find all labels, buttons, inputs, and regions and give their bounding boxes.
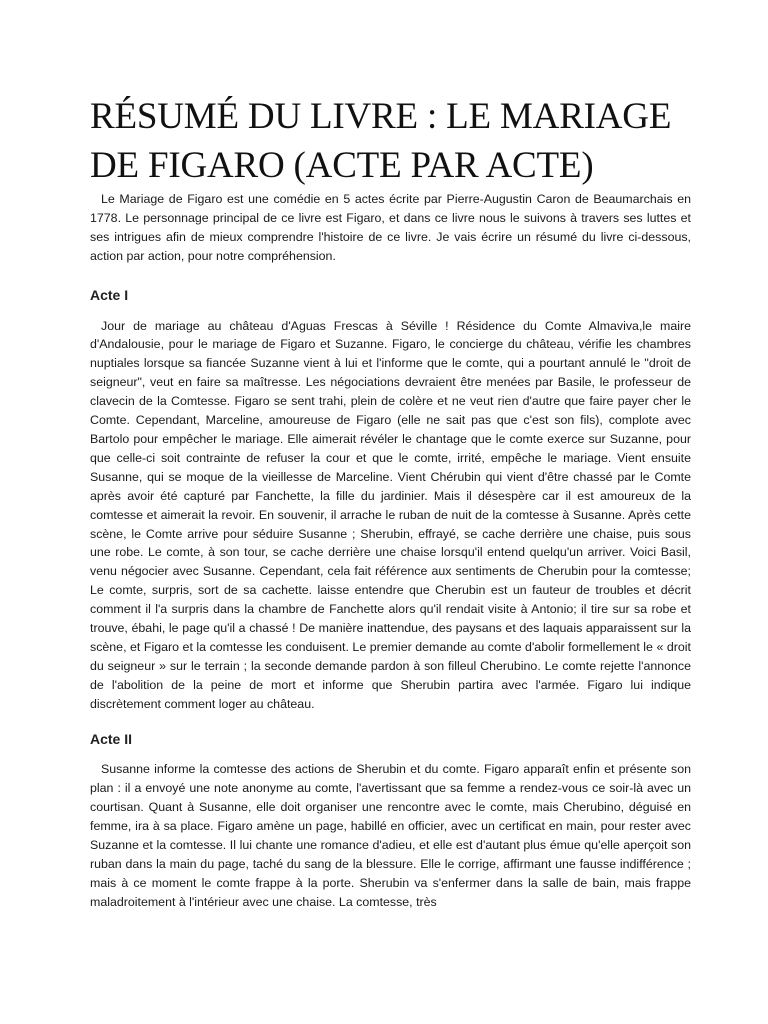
document-body: [90, 190, 691, 912]
intro-paragraph: Le Mariage de Figaro est une comédie en 5 actes écrite par Pierre-Augustin Caron de Beaumarchais en 1778. Le personnage principal de ce livre est Figaro, et dans ce livre nous le suivons à travers ses luttes et ses intrigues afin de mieux comprendre l'histoire de ce livre. Je vais écrire un résumé du livre ci-dessous, action par action, pour notre compréhension.: [90, 192, 691, 263]
section-heading-acte-2: Acte II: [90, 730, 133, 747]
section-heading-acte-1: Acte I: [90, 286, 129, 303]
section-paragraph-acte-1: Jour de mariage au château d'Aguas Frescas à Séville ! Résidence du Comte Almaviva,le maire d'Andalousie, pour le mariage de Figaro et Suzanne. Figaro, le concierge du château, vérifie les chambres nuptiales lorsque sa fiancée Suzanne vient à lui et l'informe que le comte, qui a pourtant annulé le "droit de seigneur", veut en faire sa maîtresse. Les négociations devraient être menées par Basile, le professeur de clavecin de la Comtesse. Figaro se sent trahi, plein de colère et ne veut rien d'autre que faire payer cher le Comte. Cependant, Marceline, amoureuse de Figaro (elle ne sait pas que c'est son fils), complote avec Bartolo pour empêcher le mariage. Elle aimerait révéler le chantage que le comte exerce sur Suzanne, pour que celle-ci soit contrainte de refuser la cour et que le comte, irrité, empêche le mariage. Vient ensuite Susanne, qui se moque de la vieillesse de Marceline. Vient Chérubin qui vient d'être chassé par le Comte après avoir été capturé par Fanchette, la fille du jardinier. Mais il désespère car il est amoureux de la comtesse et aimerait la revoir. En souvenir, il arrache le ruban de nuit de la comtesse à Susanne. Après cette scène, le Comte arrive pour séduire Susanne ; Sherubin, effrayé, se cache derrière une chaise, puis sous une robe. Le comte, à son tour, se cache derrière une chaise lorsqu'il entend quelqu'un arriver. Voici Basil, venu négocier avec Susanne. Cependant, cela fait référence aux sentiments de Cherubin pour la comtesse; Le comte, surpris, sort de sa cachette. laisse entendre que Cherubin est un fauteur de troubles et décrit comment il l'a surpris dans la chambre de Fanchette alors qu'il rendait visite à Antonio; il tire sur sa robe et trouve, ébahi, le page qu'il a chassé ! De manière inattendue, des paysans et des laquais apparaissent sur la scène, et Figaro et la comtesse les conduisent. Le premier demande au comte d'abolir formellement le « droit du seigneur » sur le terrain ; la seconde demande pardon à son filleul Cherubino. Le comte rejette l'annonce de l'abolition de la peine de mort et informe que Sherubin partira avec l'armée. Figaro lui indique discrètement comment loger au château.: [90, 318, 691, 711]
document-title: RÉSUMÉ DU LIVRE : LE MARIAGE DE FIGARO (ACTE PAR ACTE): [90, 96, 672, 186]
section-paragraph-acte-2: Susanne informe la comtesse des actions de Sherubin et du comte. Figaro apparaît enfin et présente son plan : il a envoyé une note anonyme au comte, l'avertissant que sa femme a rendez-vous ce soir-là avec un courtisan. Quant à Susanne, elle doit organiser une rencontre avec le comte, mais Cherubino, déguisé en femme, ira à sa place. Figaro amène un page, habillé en officier, avec un certificat en main, pour rester avec Suzanne et la comtesse. Il lui chante une romance d'adieu, et elle est d'autant plus émue qu'elle aperçoit son ruban dans la main du page, taché du sang de la blessure. Elle le corrige, affirmant une fausse indifférence ; mais à ce moment le comte frappe à la porte. Sherubin va s'enfermer dans la salle de bain, mais frappe maladroitement à l'intérieur avec une chaise. La comtesse, très: [90, 762, 691, 909]
